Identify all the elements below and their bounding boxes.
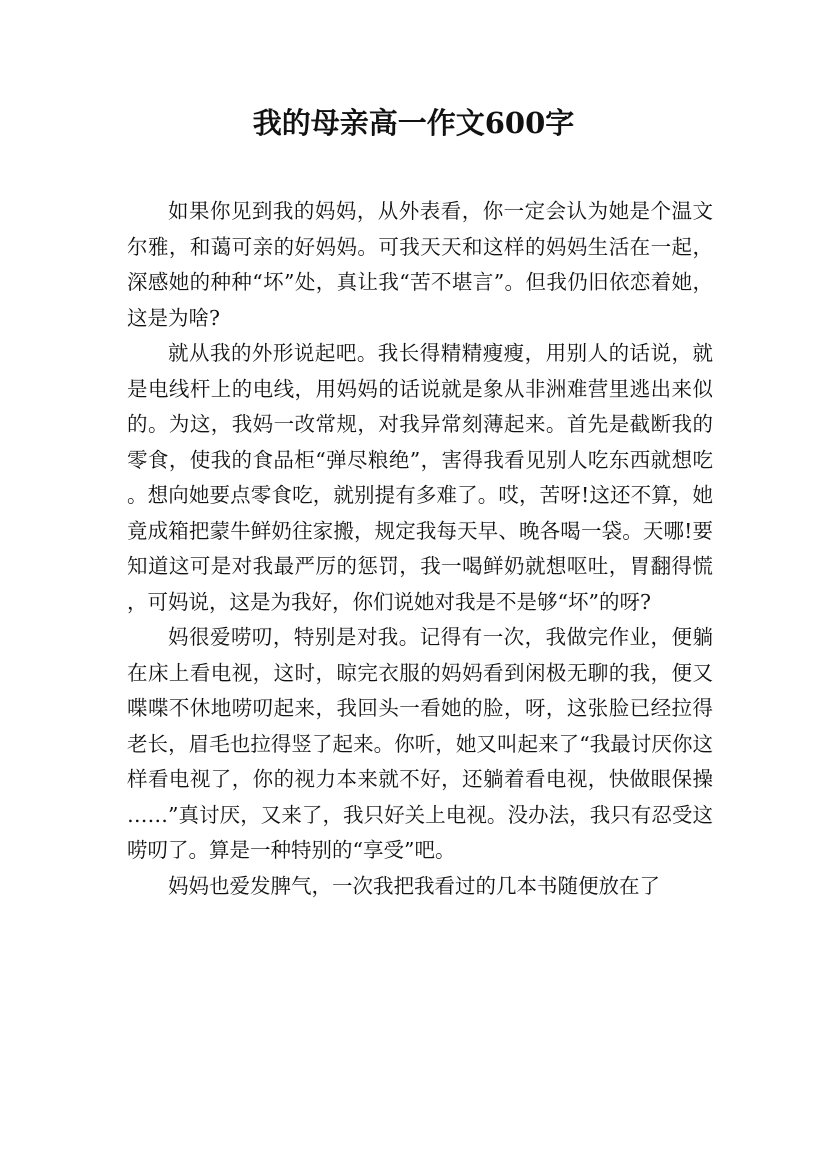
paragraph: 如果你见到我的妈妈，从外表看，你一定会认为她是个温文尔雅，和蔼可亲的好妈妈。可我天天和这样的妈妈生活在一起，深感她的种种“坏”处，真让我“苦不堪言”。但我仍旧依恋着她，这是为啥? [127, 199, 713, 330]
paragraph: 就从我的外形说起吧。我长得精精瘦瘦，用别人的话说，就是电线杆上的电线，用妈妈的话说就是象从非洲难营里逃出来似的。为这，我妈一改常规，对我异常刻薄起来。首先是截断我的零食，使我的食品柜“弹尽粮绝”，害得我看见别人吃东西就想吃。想向她要点零食吃，就别提有多难了。哎，苦呀!这还不算，她竟成箱把蒙牛鲜奶往家搬，规定我每天早、晚各喝一袋。天哪!要知道这可是对我最严厉的惩罚，我一喝鲜奶就想呕吐，胃翻得慌，可妈说，这是为我好，你们说她对我是不是够“坏”的呀? [127, 341, 713, 614]
paragraph: 妈很爱唠叨，特别是对我。记得有一次，我做完作业，便躺在床上看电视，这时，晾完衣服的妈妈看到闲极无聊的我，便又喋喋不休地唠叨起来，我回头一看她的脸，呀，这张脸已经拉得老长，眉毛也拉得竖了起来。你听，她又叫起来了“我最讨厌你这样看电视了，你的视力本来就不好，还躺着看电视，快做眼保操……”真讨厌，又来了，我只好关上电视。没办法，我只有忍受这唠叨了。算是一种特别的“享受”吧。 [127, 625, 713, 862]
document-body [127, 194, 713, 904]
paragraph: 妈妈也爱发脾气，一次我把我看过的几本书随便放在了 [168, 873, 660, 898]
document-title: 我的母亲高一作文600字 [252, 106, 575, 140]
